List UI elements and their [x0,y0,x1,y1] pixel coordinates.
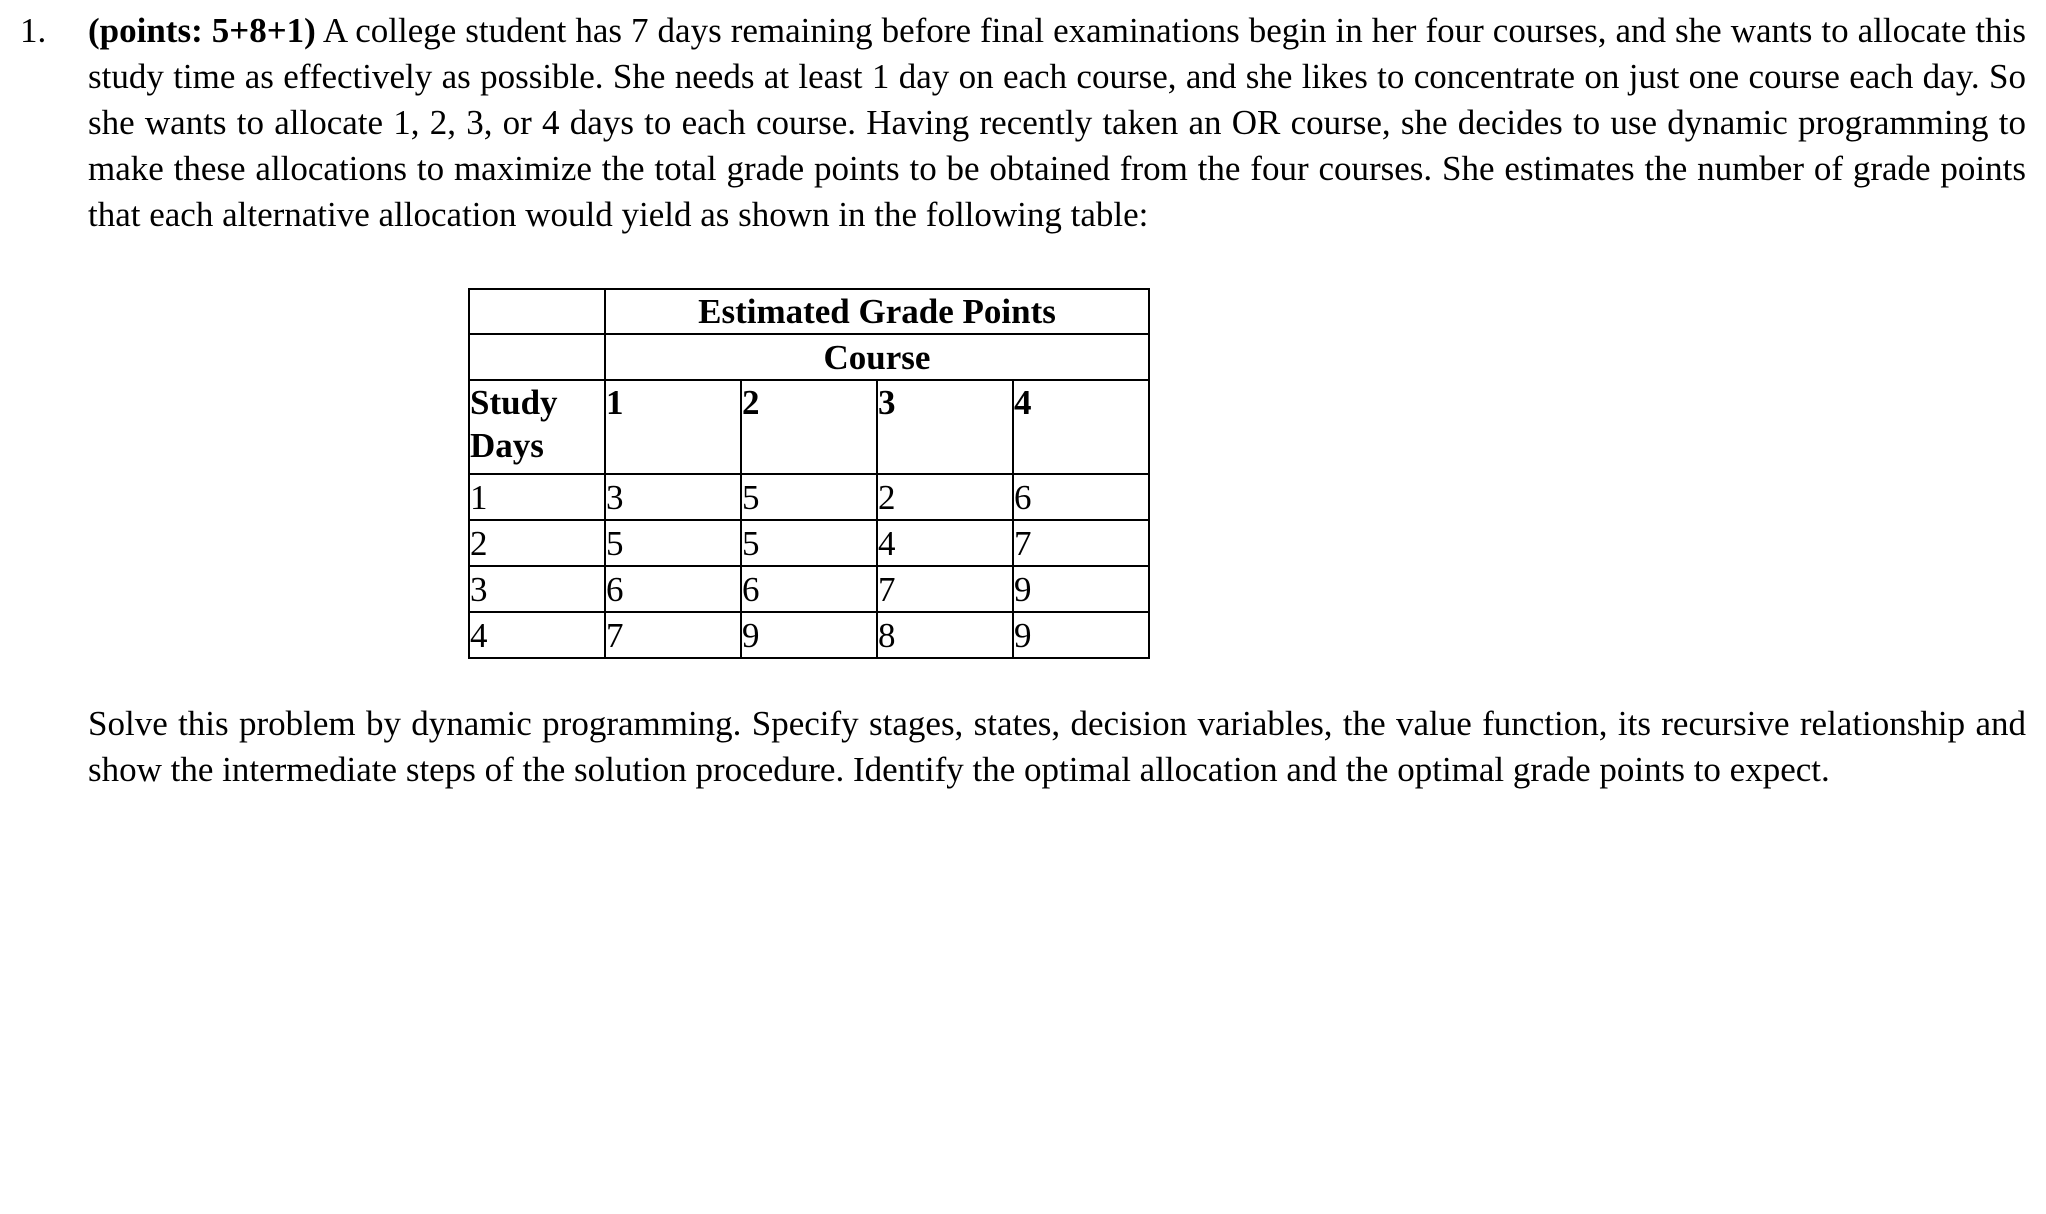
grade-cell: 9 [1013,612,1149,658]
course-header-row [469,334,1149,380]
course-column-header-1: 1 [605,380,741,474]
study-days-header [469,380,605,474]
grade-cell: 9 [1013,566,1149,612]
grade-cell: 6 [1013,474,1149,520]
grade-cell: 7 [605,612,741,658]
grade-cell: 5 [741,474,877,520]
corner-cell-middle [469,334,605,380]
grade-cell: 4 [877,520,1013,566]
grade-cell: 7 [877,566,1013,612]
intro-text: A college student has 7 days remaining before final examinations begin in her four courses, and she wants to allocate this study time as effectively as possible. She needs at least 1 day on each course, and she likes to concentrate on just one course each day. So she wants to allocate 1, 2, 3, or 4 days to each course. Having recently taken an OR course, she decides to use dynamic programming to make these allocations to maximize the total grade points to be obtained from the four courses. She estimates the number of grade points that each alternative allocation would yield as shown in the following table: [88,11,2026,234]
problem-number: 1. [20,11,47,50]
table-row [469,566,1149,612]
grade-cell: 2 [877,474,1013,520]
grade-cell: 6 [741,566,877,612]
grade-cell: 3 [605,474,741,520]
problem-item [20,8,2026,793]
study-days-cell: 1 [469,474,605,520]
course-column-header-3: 3 [877,380,1013,474]
table-row [469,612,1149,658]
column-header-row [469,380,1149,474]
study-days-cell: 4 [469,612,605,658]
table-row [469,474,1149,520]
points-label: (points: 5+8+1) [88,11,316,50]
study-days-cell: 2 [469,520,605,566]
grade-points-table [468,288,1150,659]
study-days-cell: 3 [469,566,605,612]
course-group-header: Course [605,334,1149,380]
closing-instructions: Solve this problem by dynamic programming. Specify stages, states, decision variables, the value function, its recursive relationship and show the intermediate steps of the solution procedure. Identify the optimal allocation and the optimal grade points to expect. [88,704,2026,789]
problem-statement [88,8,2026,238]
grade-cell: 5 [741,520,877,566]
table-title-row [469,289,1149,334]
table-container [468,288,2026,659]
table-title: Estimated Grade Points [605,289,1149,334]
table-row [469,520,1149,566]
problem-content [88,8,2026,793]
study-days-header-line2: Days [470,426,544,465]
corner-cell-top [469,289,605,334]
grade-cell: 7 [1013,520,1149,566]
grade-cell: 6 [605,566,741,612]
grade-cell: 8 [877,612,1013,658]
study-days-header-line1: Study [470,383,558,422]
course-column-header-2: 2 [741,380,877,474]
course-column-header-4: 4 [1013,380,1149,474]
grade-cell: 9 [741,612,877,658]
grade-cell: 5 [605,520,741,566]
